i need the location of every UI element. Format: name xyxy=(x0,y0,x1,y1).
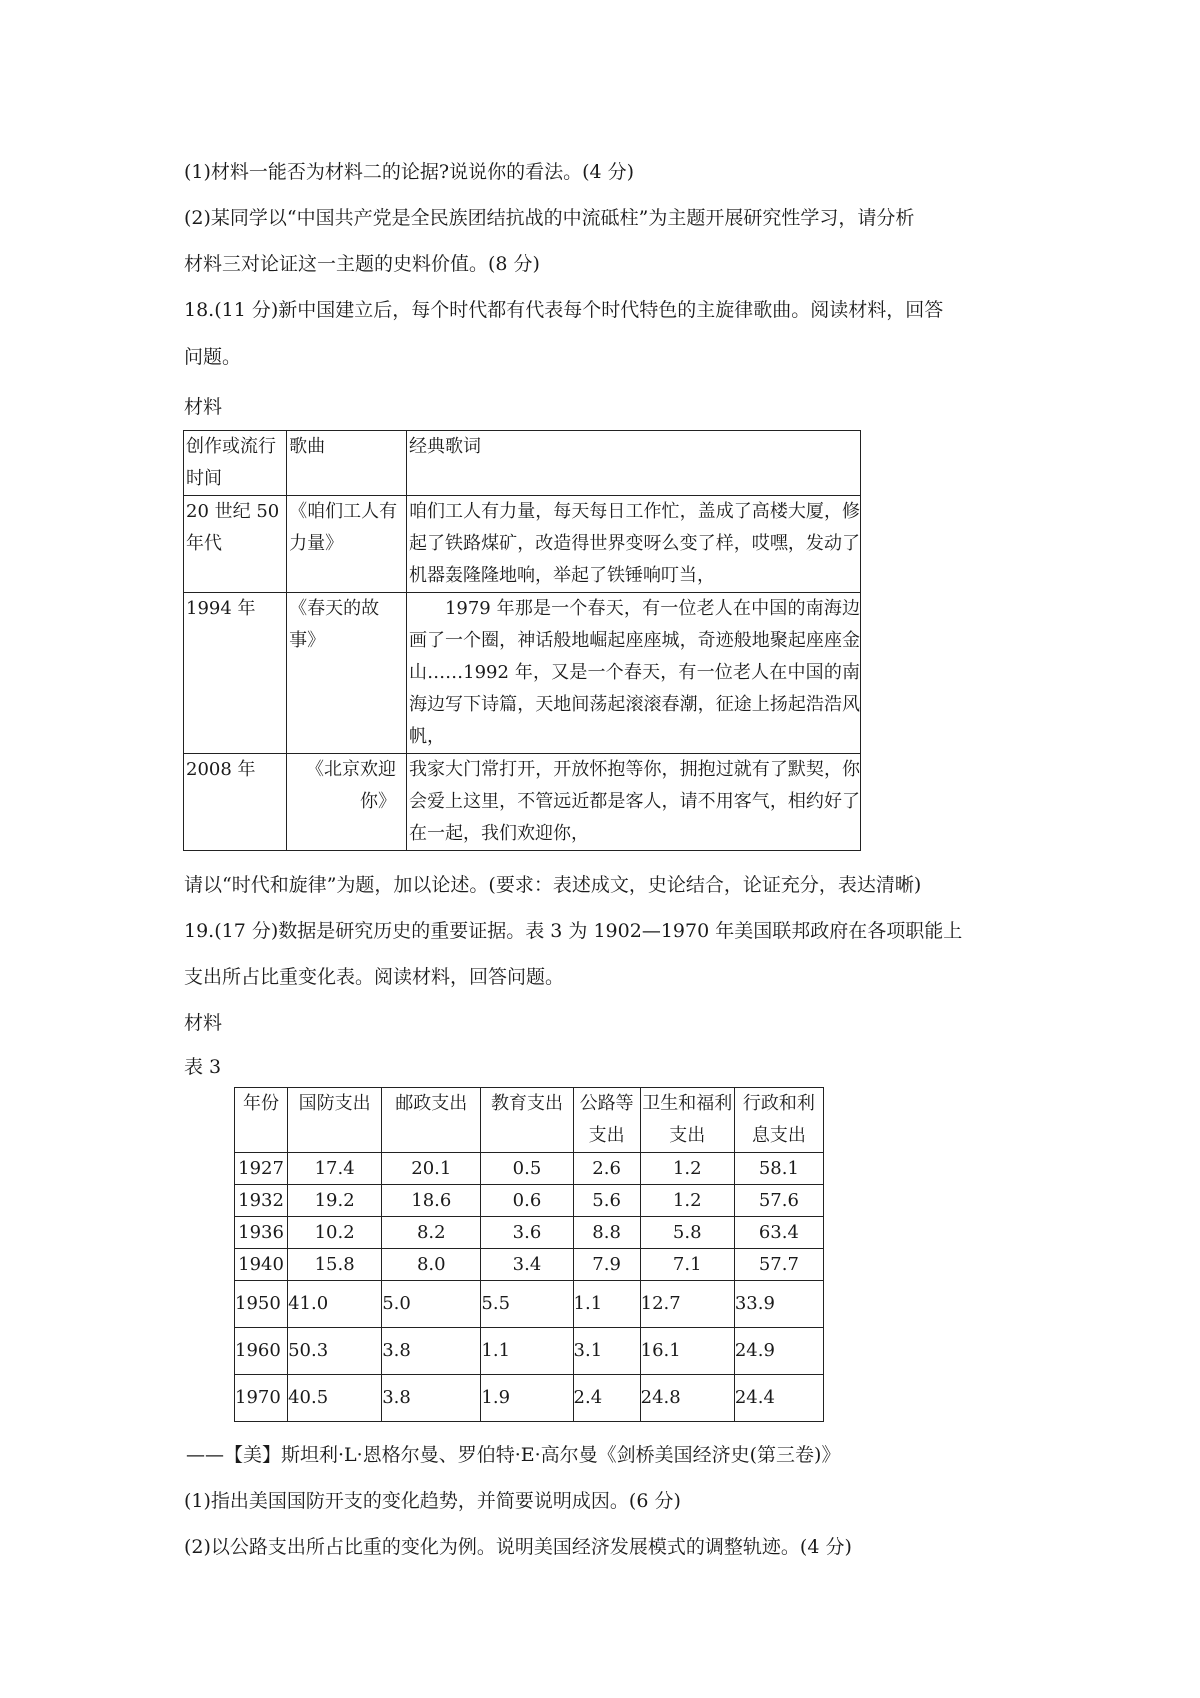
value-cell: 2.4 xyxy=(573,1375,640,1422)
value-cell: 50.3 xyxy=(288,1328,382,1375)
q19-source-citation: ——【美】斯坦利·L·恩格尔曼、罗伯特·E·高尔曼《剑桥美国经济史(第三卷)》 xyxy=(186,1444,841,1466)
q19-sub2: (2)以公路支出所占比重的变化为例。说明美国经济发展模式的调整轨迹。(4 分) xyxy=(184,1536,852,1558)
table-row xyxy=(184,496,861,593)
value-cell: 5.0 xyxy=(382,1281,481,1328)
table-row xyxy=(235,1249,824,1281)
q19-stem-line1: 19.(17 分)数据是研究历史的重要证据。表 3 为 1902—1970 年美国联邦政府在各项职能上 xyxy=(184,920,963,942)
header-cell: 年份 xyxy=(235,1088,288,1153)
value-cell: 0.6 xyxy=(481,1185,573,1217)
year-cell: 1936 xyxy=(235,1217,288,1249)
table-row xyxy=(235,1375,824,1422)
header-cell: 国防支出 xyxy=(288,1088,382,1153)
lyrics-cell: 我家大门常打开，开放怀抱等你，拥抱过就有了默契，你会爱上这里，不管远近都是客人，请不用客气，相约好了在一起，我们欢迎你， xyxy=(406,754,860,851)
value-cell: 10.2 xyxy=(288,1217,382,1249)
value-cell: 40.5 xyxy=(288,1375,382,1422)
table-header-row xyxy=(235,1088,824,1153)
header-cell: 歌曲 xyxy=(287,431,407,496)
value-cell: 33.9 xyxy=(734,1281,823,1328)
q19-table-label: 表 3 xyxy=(184,1056,222,1078)
header-cell: 卫生和福利支出 xyxy=(640,1088,734,1153)
header-cell: 邮政支出 xyxy=(382,1088,481,1153)
value-cell: 1.1 xyxy=(481,1328,573,1375)
value-cell: 5.8 xyxy=(640,1217,734,1249)
value-cell: 20.1 xyxy=(382,1153,481,1185)
value-cell: 5.6 xyxy=(573,1185,640,1217)
lyrics-cell: 咱们工人有力量，每天每日工作忙，盖成了高楼大厦，修起了铁路煤矿，改造得世界变呀么变了样，哎嘿，发动了机器轰隆隆地响，举起了铁锤响叮当， xyxy=(406,496,860,593)
header-cell: 教育支出 xyxy=(481,1088,573,1153)
table-row xyxy=(235,1153,824,1185)
year-cell: 1960 xyxy=(235,1328,288,1375)
value-cell: 57.7 xyxy=(734,1249,823,1281)
value-cell: 3.4 xyxy=(481,1249,573,1281)
q18-stem-line2: 问题。 xyxy=(184,346,242,368)
songs-table xyxy=(183,430,861,851)
value-cell: 1.2 xyxy=(640,1185,734,1217)
value-cell: 57.6 xyxy=(734,1185,823,1217)
value-cell: 16.1 xyxy=(640,1328,734,1375)
year-cell: 1950 xyxy=(235,1281,288,1328)
value-cell: 12.7 xyxy=(640,1281,734,1328)
value-cell: 3.1 xyxy=(573,1328,640,1375)
value-cell: 7.1 xyxy=(640,1249,734,1281)
table-row xyxy=(235,1185,824,1217)
value-cell: 5.5 xyxy=(481,1281,573,1328)
q17-sub2-line2: 材料三对论证这一主题的史料价值。(8 分) xyxy=(184,253,540,275)
value-cell: 8.2 xyxy=(382,1217,481,1249)
time-cell: 1994 年 xyxy=(184,593,287,754)
value-cell: 24.8 xyxy=(640,1375,734,1422)
year-cell: 1970 xyxy=(235,1375,288,1422)
value-cell: 19.2 xyxy=(288,1185,382,1217)
table-row xyxy=(184,593,861,754)
value-cell: 3.8 xyxy=(382,1375,481,1422)
value-cell: 2.6 xyxy=(573,1153,640,1185)
time-cell: 2008 年 xyxy=(184,754,287,851)
value-cell: 17.4 xyxy=(288,1153,382,1185)
year-cell: 1940 xyxy=(235,1249,288,1281)
value-cell: 0.5 xyxy=(481,1153,573,1185)
q19-material-label: 材料 xyxy=(184,1012,223,1034)
value-cell: 1.2 xyxy=(640,1153,734,1185)
value-cell: 3.6 xyxy=(481,1217,573,1249)
value-cell: 15.8 xyxy=(288,1249,382,1281)
song-cell: 《北京欢迎你》 xyxy=(287,754,407,851)
value-cell: 63.4 xyxy=(734,1217,823,1249)
value-cell: 8.0 xyxy=(382,1249,481,1281)
value-cell: 41.0 xyxy=(288,1281,382,1328)
q18-material-label: 材料 xyxy=(184,396,223,418)
value-cell: 24.9 xyxy=(734,1328,823,1375)
table-row xyxy=(235,1281,824,1328)
value-cell: 1.9 xyxy=(481,1375,573,1422)
q18-stem-line1: 18.(11 分)新中国建立后，每个时代都有代表每个时代特色的主旋律歌曲。阅读材料，回答 xyxy=(184,299,944,321)
q17-sub1: (1)材料一能否为材料二的论据?说说你的看法。(4 分) xyxy=(184,161,635,183)
header-cell: 公路等支出 xyxy=(573,1088,640,1153)
value-cell: 8.8 xyxy=(573,1217,640,1249)
q18-task: 请以“时代和旋律”为题，加以论述。(要求：表述成文，史论结合，论证充分，表达清晰) xyxy=(184,874,922,896)
header-cell: 行政和利息支出 xyxy=(734,1088,823,1153)
q19-sub1: (1)指出美国国防开支的变化趋势，并简要说明成因。(6 分) xyxy=(184,1490,681,1512)
value-cell: 58.1 xyxy=(734,1153,823,1185)
song-cell: 《咱们工人有力量》 xyxy=(287,496,407,593)
table-header-row xyxy=(184,431,861,496)
q19-stem-line2: 支出所占比重变化表。阅读材料，回答问题。 xyxy=(184,966,565,988)
year-cell: 1927 xyxy=(235,1153,288,1185)
value-cell: 3.8 xyxy=(382,1328,481,1375)
song-cell: 《春天的故事》 xyxy=(287,593,407,754)
table-row xyxy=(235,1217,824,1249)
time-cell: 20 世纪 50 年代 xyxy=(184,496,287,593)
value-cell: 24.4 xyxy=(734,1375,823,1422)
lyrics-cell: 1979 年那是一个春天，有一位老人在中国的南海边画了一个圈，神话般地崛起座座城，奇迹般地聚起座座金山……1992 年，又是一个春天，有一位老人在中国的南海边写下诗篇，天地间荡起滚滚春潮，征途上扬起浩浩风帆， xyxy=(406,593,860,754)
table-row xyxy=(235,1328,824,1375)
value-cell: 18.6 xyxy=(382,1185,481,1217)
q17-sub2-line1: (2)某同学以“中国共产党是全民族团结抗战的中流砥柱”为主题开展研究性学习，请分析 xyxy=(184,207,915,229)
header-cell: 创作或流行时间 xyxy=(184,431,287,496)
year-cell: 1932 xyxy=(235,1185,288,1217)
spending-table xyxy=(234,1087,824,1422)
value-cell: 7.9 xyxy=(573,1249,640,1281)
table-row xyxy=(184,754,861,851)
header-cell: 经典歌词 xyxy=(406,431,860,496)
value-cell: 1.1 xyxy=(573,1281,640,1328)
